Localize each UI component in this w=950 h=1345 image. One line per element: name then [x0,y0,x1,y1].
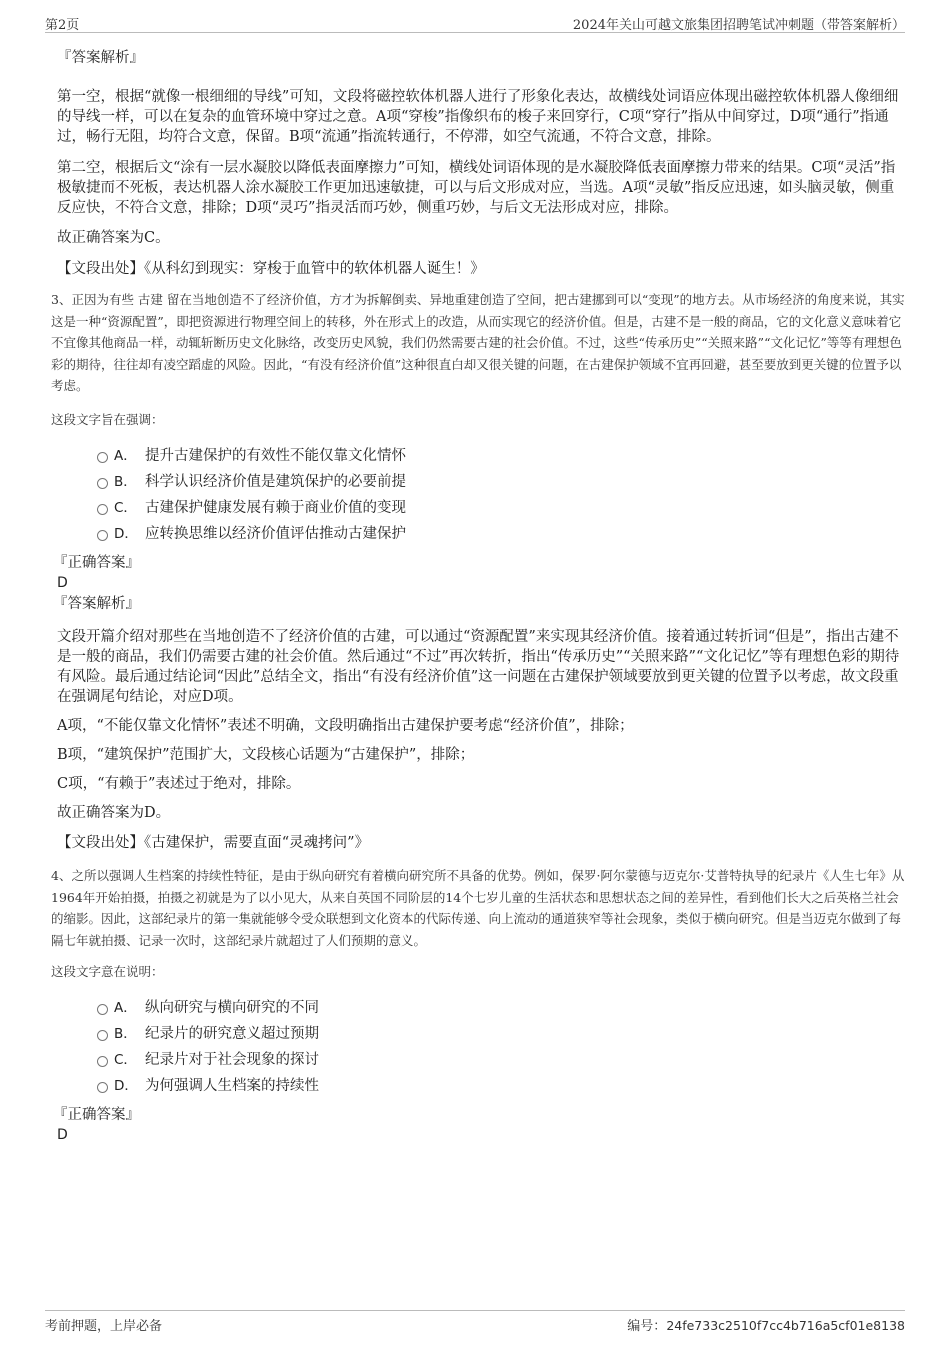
page-footer [45,1310,905,1334]
q4-options [57,995,905,1099]
q3-source: 【文段出处】《古建保护，需要直面“灵魂拷问”》 [57,835,370,851]
code-label: 编号： [627,1319,667,1334]
radio-button[interactable] [97,1056,108,1067]
q4-option-a[interactable]: A． 纵向研究与横向研究的不同 [57,995,905,1021]
q3-analysis-c: C项，“有赖于”表述过于绝对，排除。 [57,776,301,792]
q3-analysis-conclusion: 故正确答案为D。 [57,805,171,821]
q3-answer: D [57,575,68,591]
q3-prompt: 这段文字旨在强调： [51,411,164,427]
q2-analysis-conclusion: 故正确答案为C。 [57,230,170,246]
q4-option-c[interactable]: C． 纪录片对于社会现象的探讨 [57,1047,905,1073]
radio-button[interactable] [97,1004,108,1015]
analysis-heading: 『答案解析』 [53,596,140,612]
q3-analysis-a: A项，“不能仅靠文化情怀”表述不明确，文段明确指出古建保护要考虑“经济价值”，排除； [57,718,634,734]
page-number: 第2页 [45,18,80,33]
q4-answer: D [57,1126,68,1143]
q4-option-b[interactable]: B． 纪录片的研究意义超过预期 [57,1021,905,1047]
q3-analysis-para-1: 文段开篇介绍对那些在当地创造不了经济价值的古建，可以通过“资源配置”来实现其经济价值。接着通过转折词“但是”，指出古建不是一般的商品，我们仍需要古建的社会价值。然后通过“不过”再次转折，指出“传承历史”“关照来路”“文化记忆”等有理想色彩的期待有风险。最后通过结论词“因此”总结全文，指出“有没有经济价值”这一问题在古建保护领域要放到更关键的位置予以考虑，故文段重在强调尾句结论，对应D项。 [57,629,900,705]
analysis-heading: 『答案解析』 [57,50,144,66]
radio-button[interactable] [97,478,108,489]
q2-analysis-para-1: 第一空，根据“就像一根细细的导线”可知，文段将磁控软体机器人进行了形象化表达，故横线处词语应体现出磁控软体机器人像细细的导线一样，可以在复杂的血管环境中穿过之意。A项“穿梭”指像织布的梭子来回穿行，C项“穿行”指从中间穿过，D项“通行”指通过，畅行无阻，均符合文意，保留。B项“流通”指流转通行，不停滞，如空气流通，不符合文意，排除。 [57,89,899,145]
radio-button[interactable] [97,1082,108,1093]
radio-button[interactable] [97,1030,108,1041]
footer-slogan: 考前押题，上岸必备 [45,1319,163,1334]
document-title: 2024年关山可越文旅集团招聘笔试冲刺题（带答案解析） [572,18,905,33]
page-content [51,45,905,1145]
q3-option-a[interactable]: A． 提升古建保护的有效性不能仅靠文化情怀 [57,443,905,469]
radio-button[interactable] [97,530,108,541]
q3-option-c[interactable]: C． 古建保护健康发展有赖于商业价值的变现 [57,495,905,521]
q4-stem: 4、之所以强调人生档案的持续性特征，是由于纵向研究有着横向研究所不具备的优势。例如，保罗·阿尔蒙德与迈克尔·艾普特执导的纪录片《人生七年》从1964年开始拍摄，拍摄之初就是为了以小见大，从来自英国不同阶层的14个七岁儿童的生活状态和思想状态之间的差异性，看到他们长大之后英格兰社会的缩影。因此，这部纪录片的第一集就能够令受众联想到文化资本的代际传递、向上流动的通道狭窄等社会现象，类似于横向研究。但是当迈克尔做到了每隔七年就拍摄、记录一次时，这部纪录片就超过了人们预期的意义。 [51,868,905,948]
page-header [45,12,905,33]
q3-options [57,443,905,547]
q2-source: 【文段出处】《从科幻到现实：穿梭于血管中的软体机器人诞生！》 [57,261,485,277]
q3-analysis-b: B项，“建筑保护”范围扩大，文段核心话题为“古建保护”，排除； [57,747,475,763]
radio-button[interactable] [97,504,108,515]
correct-answer-heading: 『正确答案』 [53,555,140,571]
q3-option-b[interactable]: B． 科学认识经济价值是建筑保护的必要前提 [57,469,905,495]
code-value: 24fe733c2510f7cc4b716a5cf01e8138 [666,1318,905,1333]
document-code [627,1315,905,1334]
q4-prompt: 这段文字意在说明： [51,964,164,979]
q3-option-d[interactable]: D． 应转换思维以经济价值评估推动古建保护 [57,521,905,547]
correct-answer-heading: 『正确答案』 [53,1106,140,1123]
radio-button[interactable] [97,452,108,463]
q4-option-d[interactable]: D． 为何强调人生档案的持续性 [57,1073,905,1099]
q2-analysis-para-2: 第二空，根据后文“涂有一层水凝胶以降低表面摩擦力”可知，横线处词语体现的是水凝胶降低表面摩擦力带来的结果。C项“灵活”指极敏捷而不死板，表达机器人涂水凝胶工作更加迅速敏捷，可以与后文形成对应，当选。A项“灵敏”指反应迅速，如头脑灵敏，侧重反应快，不符合文意，排除；D项“灵巧”指灵活而巧妙，侧重巧妙，与后文无法形成对应，排除。 [57,160,896,216]
q3-stem: 3、正因为有些 古建 留在当地创造不了经济价值，方才为拆解倒卖、异地重建创造了空间，把古建挪到可以“变现”的地方去。从市场经济的角度来说，其实这是一种“资源配置”，即把资源进行物理空间上的转移，外在形式上的改造，从而实现它的经济价值。但是，古建不是一般的商品，它的文化意义意味着它不宜像其他商品一样，动辄斩断历史文化脉络，改变历史风貌，我们仍然需要古建的社会价值。不过，这些“传承历史”“关照来路”“文化记忆”等等有理想色彩的期待，往往却有凌空蹈虚的风险。因此，“有没有经济价值”这种很直白却又很关键的问题，在古建保护领域不宜再回避，甚至要放到更关键的位置予以考虑。 [51,292,905,393]
